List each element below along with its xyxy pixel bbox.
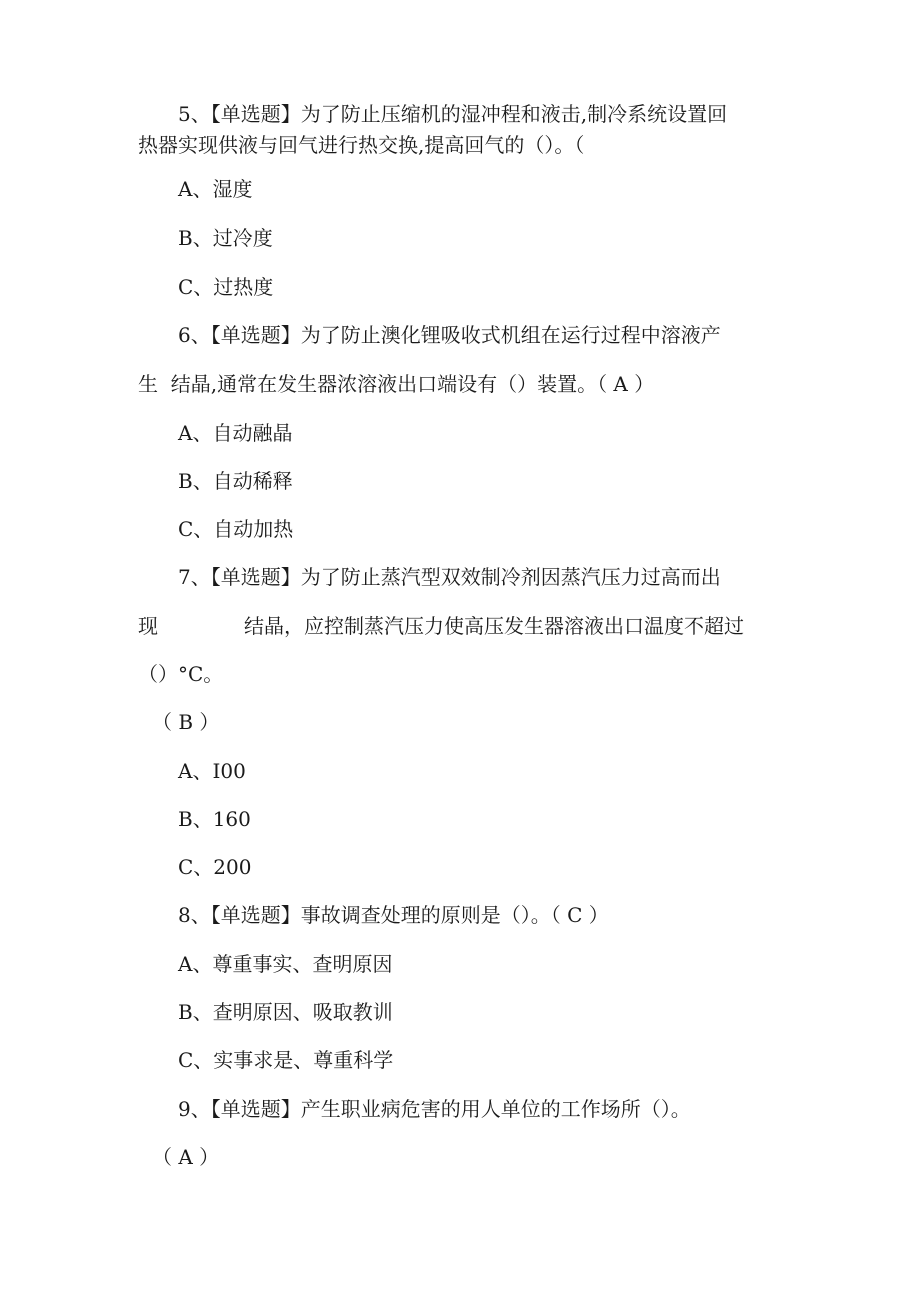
question-7-stem-line1: 为了防止蒸汽型双效制冷剂因蒸汽压力过高而出: [300, 565, 721, 589]
question-7-type-tag: 【单选题】: [210, 565, 301, 589]
question-8-type-tag: 【单选题】: [210, 903, 301, 927]
question-8-option-c: C、实事求是、尊重科学: [178, 1048, 394, 1072]
question-6-number: 6、: [178, 323, 211, 347]
question-7-stem-line3: （）°C。: [138, 662, 224, 686]
question-6-option-c: C、自动加热: [178, 517, 294, 541]
question-7-stem-line2a: 现: [138, 614, 158, 638]
question-5-option-b: B、过冷度: [178, 226, 273, 250]
question-7-option-a: A、I00: [178, 759, 246, 783]
question-8-option-b: B、查明原因、吸取教训: [178, 1000, 393, 1024]
question-8-option-a: A、尊重事实、查明原因: [178, 952, 393, 976]
question-9-number: 9、: [178, 1097, 211, 1121]
question-5-header: [178, 100, 727, 128]
question-6-type-tag: 【单选题】: [210, 323, 301, 347]
question-9-type-tag: 【单选题】: [210, 1097, 301, 1121]
question-6-stem-line2: 生 结晶,通常在发生器浓溶液出口端设有（）装置。（ A ）: [138, 372, 655, 396]
question-5-number: 5、: [178, 102, 211, 126]
question-6-header: [178, 321, 721, 349]
question-7-option-c: C、200: [178, 855, 252, 879]
question-7-option-b: B、160: [178, 807, 251, 831]
question-7-stem-line2b: 结晶，应控制蒸汽压力使高压发生器溶液出口温度不超过: [244, 614, 744, 638]
question-7-header: [178, 563, 721, 591]
question-8-stem-line1: 事故调查处理的原则是（）。（ C ）: [300, 903, 609, 927]
question-7-number: 7、: [178, 565, 211, 589]
question-6-option-a: A、自动融晶: [178, 421, 293, 445]
question-6-stem-line1: 为了防止澳化锂吸收式机组在运行过程中溶液产: [300, 323, 721, 347]
question-8-number: 8、: [178, 903, 211, 927]
question-9-stem-line1: 产生职业病危害的用人单位的工作场所（）。: [300, 1097, 691, 1121]
question-7-answer: （ B ）: [152, 710, 220, 734]
question-6-option-b: B、自动稀释: [178, 469, 293, 493]
question-8-header: [178, 901, 609, 929]
question-5-stem-line2: 热器实现供液与回气进行热交换,提高回气的（）。（: [138, 133, 585, 157]
question-9-answer: （ A ）: [152, 1145, 220, 1169]
question-5-type-tag: 【单选题】: [210, 102, 301, 126]
question-5-option-a: A、湿度: [178, 177, 253, 201]
question-5-stem-line1: 为了防止压缩机的湿冲程和液击,制冷系统设置回: [300, 102, 728, 126]
question-5-option-c: C、过热度: [178, 275, 274, 299]
question-9-header: [178, 1095, 691, 1123]
